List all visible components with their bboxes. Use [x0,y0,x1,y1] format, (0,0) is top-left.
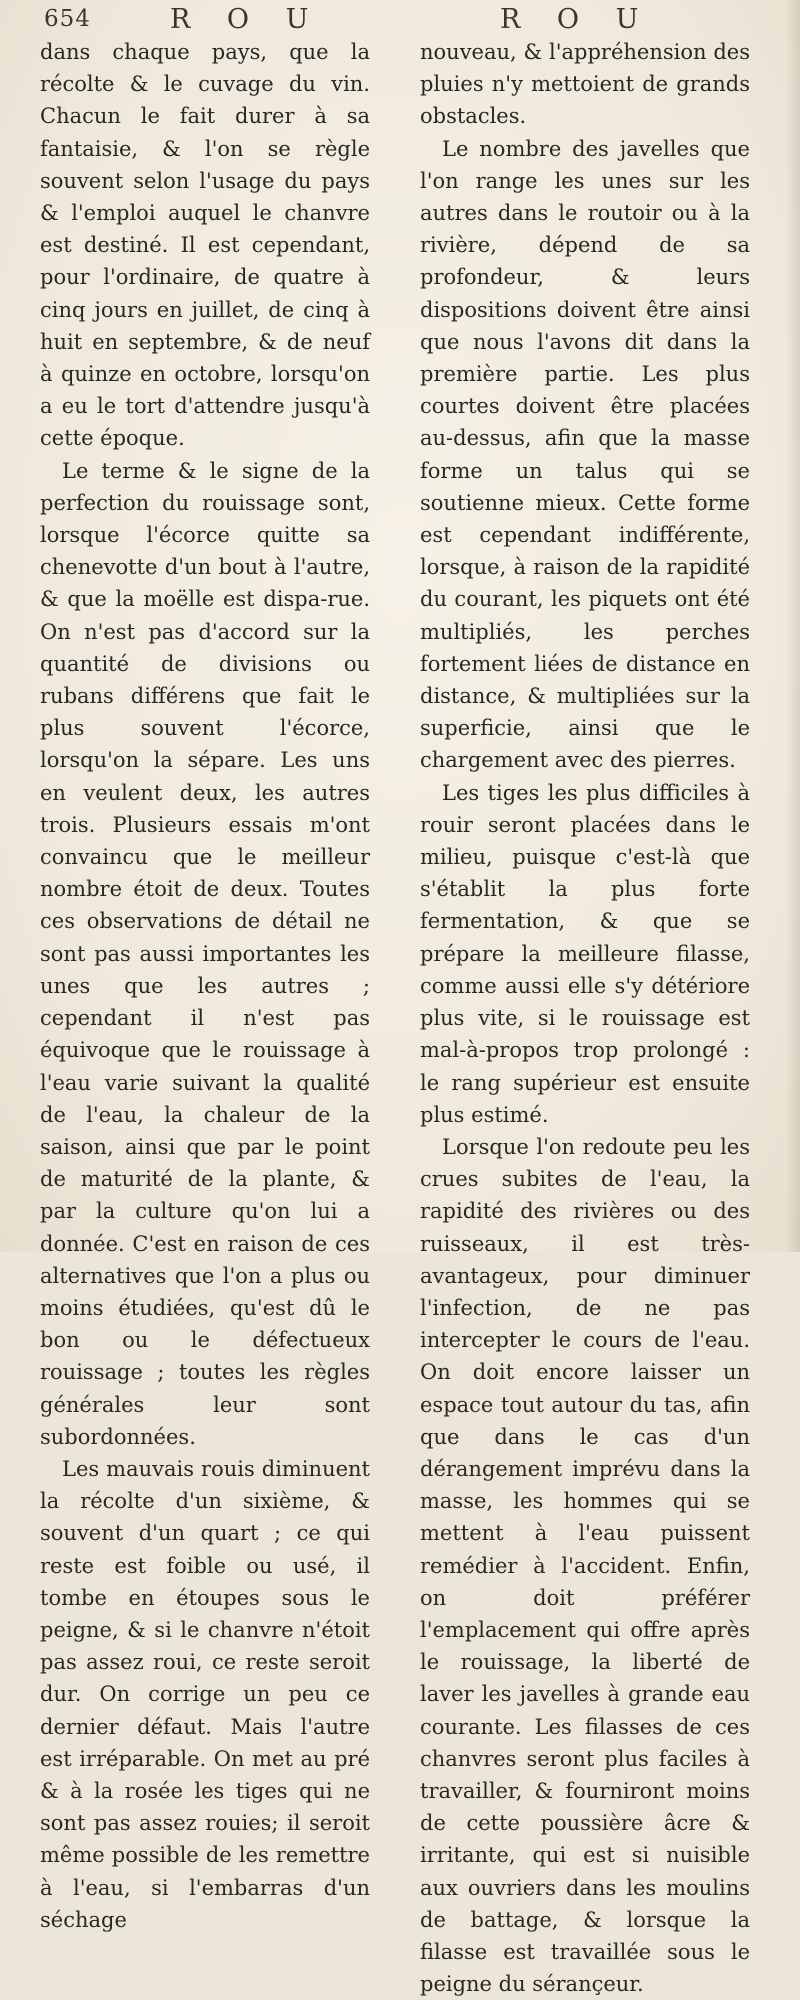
paragraph: nouveau, & l'appréhension des pluies n'y mettoient de grands obstacles. [420,40,750,129]
paragraph: Le nombre des javelles que l'on range les unes sur les autres dans le routoir ou à la rivière, dépend de sa profondeur, & leurs dispositions doivent être ainsi que nous l'avons dit dans la première partie. Les plus courtes doivent être placées au-dessus, afin que la masse forme un talus qui se soutienne mieux. Cette forme est cependant indifférente, lorsque, à raison de la rapidité du courant, les piquets ont été multipliés, les perches fortement liées de distance en distance, & multipliées sur la superficie, ainsi que le chargement avec des pierres. [420,136,750,773]
page-number: 654 [44,6,91,32]
running-head-left: R O U [170,4,323,35]
page-edge-shadow [786,0,800,1252]
running-head-right: R O U [500,4,653,35]
left-column [40,36,370,1936]
paragraph: Les mauvais rouis diminuent la récolte d'un sixième, & souvent d'un quart ; ce qui reste est foible ou usé, il tombe en étoupes sous le peigne, & si le chanvre n'étoit pas assez roui, ce reste seroit dur. On corrige un peu ce dernier défaut. Mais l'autre est irréparable. On met au pré & à la rosée les tiges qui ne sont pas assez rouies; il seroit même possible de les remettre à l'eau, si l'embarras d'un séchage [40,1456,370,1932]
paragraph: Le terme & le signe de la perfection du rouissage sont, lorsque l'écorce quitte sa chenevotte d'un bout à l'autre, & que la moëlle est dispa-rue. On n'est pas d'accord sur la quantité de divisions ou rubans différens que fait le plus souvent l'écorce, lorsqu'on la sépare. Les uns en veulent deux, les autres trois. Plusieurs essais m'ont convaincu que le meilleur nombre étoit de deux. Toutes ces observations de détail ne sont pas aussi importantes les unes que les autres ; cependant il n'est pas équivoque que le rouissage à l'eau varie suivant la qualité de l'eau, la chaleur de la saison, ainsi que par le point de maturité de la plante, & par la culture qu'on lui a donnée. C'est en raison de ces alternatives que l'on a plus ou moins étudiées, qu'est dû le bon ou le défectueux rouissage ; toutes les règles générales leur sont subordonnées. [40,458,370,1449]
paragraph: Les tiges les plus difficiles à rouir seront placées dans le milieu, puisque c'est-là que s'établit la plus forte fermentation, & que se prépare la meilleure filasse, comme aussi elle s'y détériore plus vite, si le rouissage est mal-à-propos trop prolongé : le rang supérieur est ensuite plus estimé. [420,780,750,1127]
paragraph: Lorsque l'on redoute peu les crues subites de l'eau, la rapidité des rivières ou des ruisseaux, il est très-avantageux, pour diminuer l'infection, de ne pas intercepter le cours de l'eau. On doit encore laisser un espace tout autour du tas, afin que dans le cas d'un dérangement imprévu dans la masse, les hommes qui se mettent à l'eau puissent remédier à l'accident. Enfin, on doit préférer l'emplacement qui offre après le rouissage, la liberté de laver les javelles à grande eau courante. Les filasses de ces chanvres seront plus faciles à travailler, & fourniront moins de cette poussière âcre & irritante, qui est si nuisible aux ouvriers dans les moulins de battage, & lorsque la filasse est travaillée sous le peigne du sérançeur. [420,1134,750,1997]
right-column [420,36,750,2000]
paragraph: dans chaque pays, que la récolte & le cuvage du vin. Chacun le fait durer à sa fantaisie, & l'on se règle souvent selon l'usage du pays & l'emploi auquel le chanvre est destiné. Il est cependant, pour l'ordinaire, de quatre à cinq jours en juillet, de cinq à huit en septembre, & de neuf à quinze en octobre, lorsqu'on a eu le tort d'attendre jusqu'à cette époque. [40,40,370,451]
